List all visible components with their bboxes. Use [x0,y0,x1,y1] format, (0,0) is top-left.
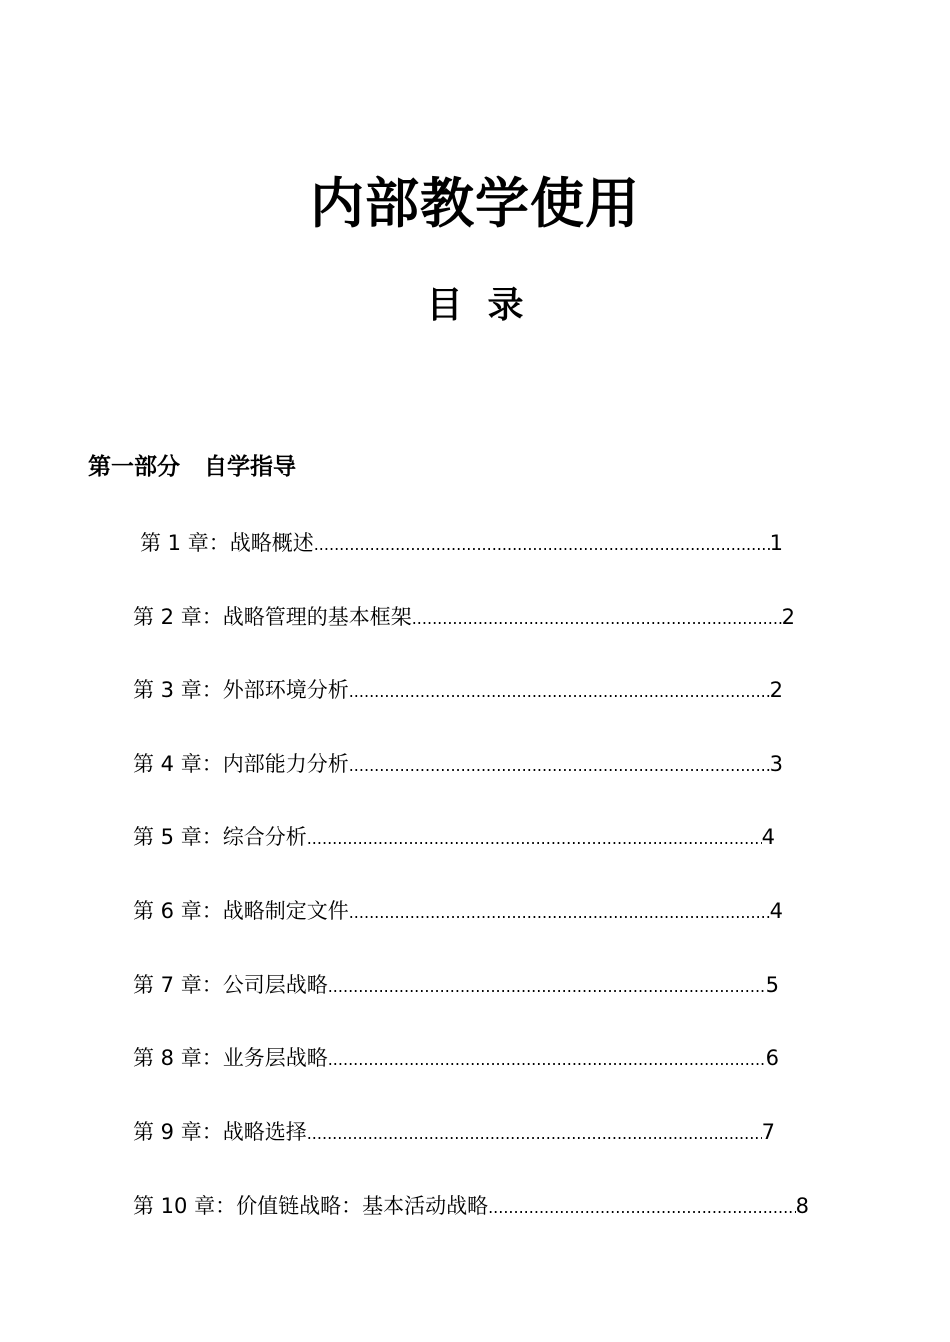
toc-entry-label: 第 7 章：公司层战略 [133,973,328,997]
toc-page-number: 6 [765,1046,779,1070]
part-heading: 第一部分 自学指导 [88,454,297,480]
toc-entry-6[interactable] [133,899,783,924]
toc-page-number: 8 [795,1194,809,1218]
toc-entry-label: 第 2 章：战略管理的基本框架 [133,605,412,629]
toc-entry-4[interactable] [133,752,783,777]
toc-page-number: 4 [761,825,775,849]
toc-leader-dots [307,1124,762,1143]
toc-page-number: 2 [781,605,795,629]
toc-leader-dots [349,682,770,701]
toc-leader-dots [328,977,766,996]
document-title: 内部教学使用 [310,172,640,235]
toc-page-number: 4 [769,899,783,923]
toc-entry-label: 第 8 章：业务层战略 [133,1046,328,1070]
toc-leader-dots [349,903,770,922]
toc-entry-2[interactable] [133,605,795,630]
toc-entry-9[interactable] [133,1120,775,1145]
toc-leader-dots [314,535,770,554]
toc-entry-8[interactable] [133,1046,779,1071]
toc-page-number: 7 [761,1120,775,1144]
toc-entry-10[interactable] [133,1194,809,1219]
toc-entry-3[interactable] [133,678,783,703]
toc-heading: 目 录 [426,285,524,326]
toc-entry-label: 第 3 章：外部环境分析 [133,678,349,702]
toc-page-number: 2 [769,678,783,702]
toc-leader-dots [307,829,762,848]
toc-entry-1[interactable] [140,531,783,556]
toc-entry-label: 第 1 章：战略概述 [140,531,314,555]
toc-page-number: 5 [765,973,779,997]
toc-entry-7[interactable] [133,973,779,998]
toc-entry-label: 第 5 章：综合分析 [133,825,307,849]
toc-leader-dots [488,1198,796,1217]
toc-entry-label: 第 10 章：价值链战略：基本活动战略 [133,1194,489,1218]
toc-entry-label: 第 4 章：内部能力分析 [133,752,349,776]
toc-page-number: 3 [769,752,783,776]
toc-leader-dots [328,1050,766,1069]
toc-page-number: 1 [769,531,783,555]
toc-leader-dots [349,756,770,775]
toc-entry-5[interactable] [133,825,775,850]
toc-leader-dots [412,609,782,628]
toc-entry-label: 第 6 章：战略制定文件 [133,899,349,923]
toc-entry-label: 第 9 章：战略选择 [133,1120,307,1144]
